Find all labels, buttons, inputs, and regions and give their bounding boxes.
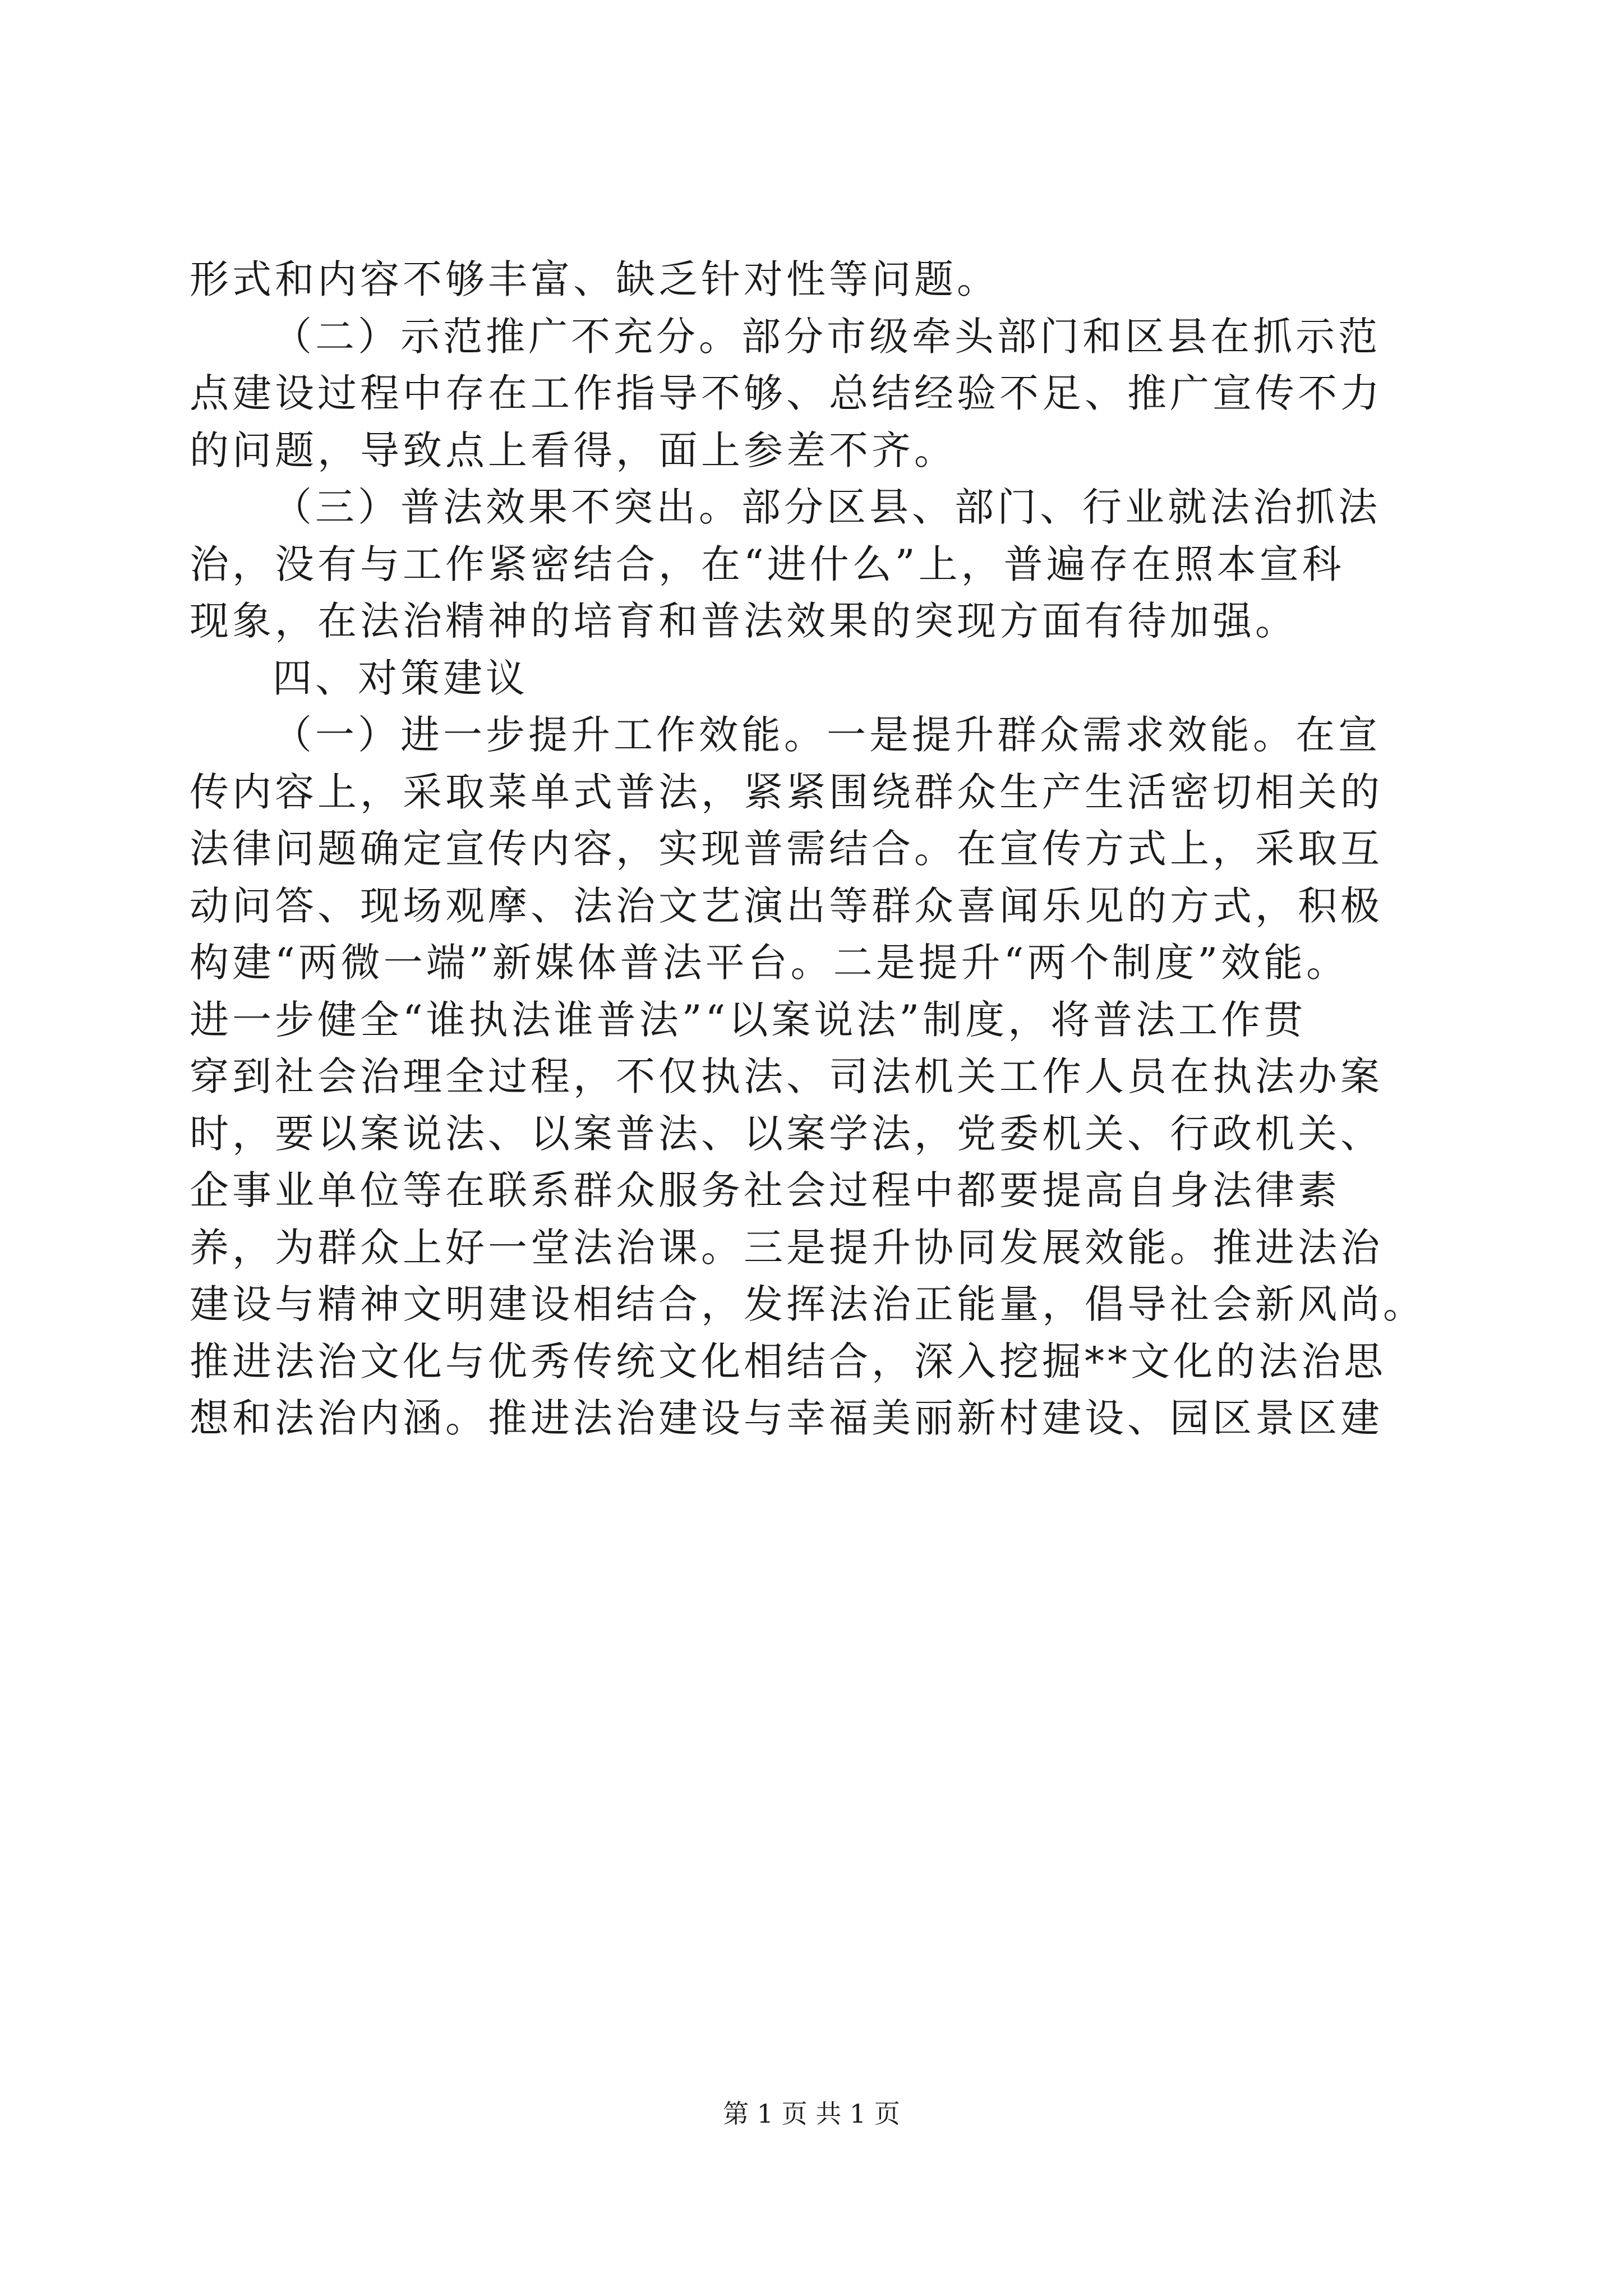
body-line: 时，要以案说法、以案普法、以案学法，党委机关、行政机关、 [190,1110,1383,1157]
body-line: 建设与精神文明建设相结合，发挥法治正能量，倡导社会新风尚。 [190,1281,1426,1327]
body-line: 企事业单位等在联系群众服务社会过程中都要提高自身法律素 [190,1167,1340,1213]
body-line: 想和法治内涵。推进法治建设与幸福美丽新村建设、园区景区建 [190,1395,1383,1441]
body-line: 现象，在法治精神的培育和普法效果的突现方面有待加强。 [190,598,1298,644]
body-line: 养，为群众上好一堂法治课。三是提升协同发展效能。推进法治 [190,1224,1383,1271]
document-body [190,251,1437,1447]
body-line: 穿到社会治理全过程，不仅执法、司法机关工作人员在执法办案 [190,1053,1383,1099]
body-line: 的问题，导致点上看得，面上参差不齐。 [190,427,957,473]
body-line: 点建设过程中存在工作指导不够、总结经验不足、推广宣传不力 [190,370,1383,416]
body-line: 推进法治文化与优秀传统文化相结合，深入挖掘**文化的法治思 [190,1338,1386,1384]
body-line: 传内容上，采取菜单式普法，紧紧围绕群众生产生活密切相关的 [190,769,1383,815]
page-footer: 第 1 页 共 1 页 [723,2099,900,2129]
body-line: （一）进一步提升工作效能。一是提升群众需求效能。在宣 [273,712,1381,758]
body-line: 构建“两微一端”新媒体普法平台。二是提升“两个制度”效能。 [190,940,1349,986]
body-line: 法律问题确定宣传内容，实现普需结合。在宣传方式上，采取互 [190,826,1383,872]
body-line: 形式和内容不够丰富、缺乏针对性等问题。 [190,256,999,302]
body-line: 动问答、现场观摩、法治文艺演出等群众喜闻乐见的方式，积极 [190,882,1383,929]
body-line: （二）示范推广不充分。部分市级牵头部门和区县在抓示范 [273,313,1381,360]
body-line: （三）普法效果不突出。部分区县、部门、行业就法治抓法 [273,484,1381,530]
body-line: 治，没有与工作紧密结合，在“进什么”上，普遍存在照本宣科 [190,541,1345,587]
body-line: 四、对策建议 [273,655,528,701]
body-line: 进一步健全“谁执法谁普法”“以案说法”制度，将普法工作贯 [190,996,1307,1043]
